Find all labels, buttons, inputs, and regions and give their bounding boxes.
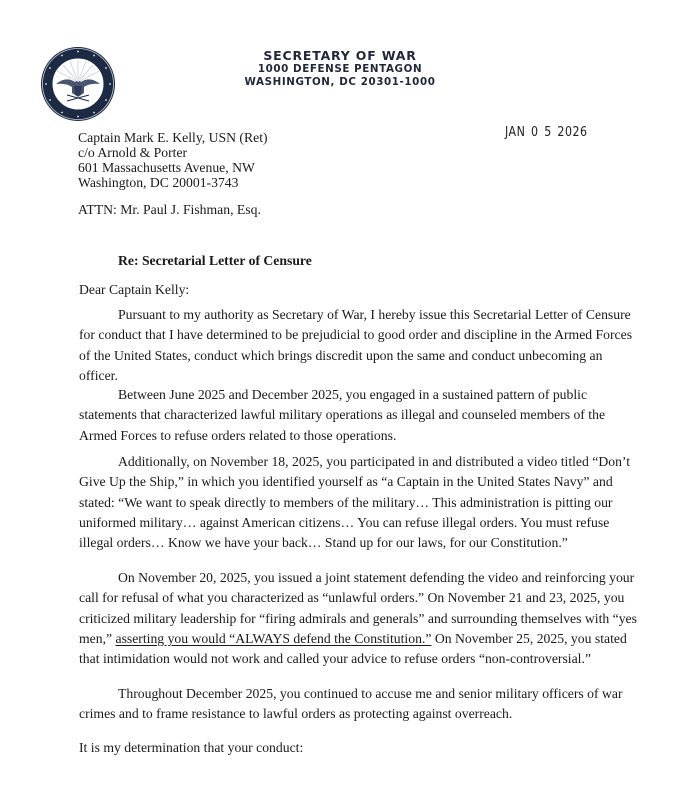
paragraph-pattern — [79, 385, 639, 446]
paragraph-authority — [79, 305, 639, 386]
date-stamp: JAN 0 5 2026 — [505, 124, 588, 140]
recipient-address — [78, 130, 268, 190]
letterhead — [180, 48, 500, 89]
paragraph-joint-statement — [79, 568, 639, 669]
paragraph-text: Between June 2025 and December 2025, you engaged in a sustained pattern of public statements that characterized lawful military operations as illegal and counseled members of the Armed Forces to refuse orders related to those operations. — [79, 387, 606, 443]
recipient-care-of: c/o Arnold & Porter — [78, 145, 188, 160]
paragraph-video — [79, 452, 639, 553]
department-seal-icon — [40, 46, 116, 122]
salutation: Dear Captain Kelly: — [79, 282, 190, 297]
letterhead-address-line2: WASHINGTON, DC 20301-1000 — [244, 76, 436, 88]
underlined-quote: asserting you would “ALWAYS defend the Constitution.” — [115, 630, 432, 646]
paragraph-text: Throughout December 2025, you continued to accuse me and senior military officers of war crimes and to frame resistance to lawful orders as protecting against overreach. — [79, 686, 623, 722]
letterhead-title: SECRETARY OF WAR — [263, 48, 417, 63]
paragraph-text: On November 20, 2025, you issued a joint statement defending the video and reinforcing your call for refusal of what you characterized as “unlawful orders.” On November 21 and 23, 2025, you criticized military leadership for “firing admirals and generals” and surrounding themselves with “yes men,” — [79, 570, 637, 646]
letterhead-address-line1: 1000 DEFENSE PENTAGON — [257, 63, 423, 75]
paragraph-december — [79, 684, 639, 725]
recipient-name: Captain Mark E. Kelly, USN (Ret) — [78, 130, 268, 145]
paragraph-text: On November 25, 2025, you stated that intimidation would not work and called your advice to refuse orders “non-controversial.” — [79, 630, 627, 667]
recipient-street: 601 Massachusetts Avenue, NW — [78, 160, 255, 175]
attention-line: ATTN: Mr. Paul J. Fishman, Esq. — [78, 202, 261, 217]
paragraph-text: Pursuant to my authority as Secretary of War, I hereby issue this Secretarial Letter of Censure for conduct that I have determined to be prejudicial to good order and discipline in the Armed Forces of the United States, conduct which brings discredit upon the same and conduct unbecoming an officer. — [79, 307, 633, 383]
paragraph-text: Additionally, on November 18, 2025, you participated in and distributed a video titled “Don’t Give Up the Ship,” in which you identified yourself as “a Captain in the United States Navy” and stated: “We want to speak directly to members of the military… This administration is pitting our uniformed military… against American citizens… You can refuse illegal orders. You must refuse illegal orders… Know we have your back… Stand up for our laws, for our Constitution.” — [79, 454, 631, 551]
determination-line: It is my determination that your conduct: — [79, 740, 304, 755]
recipient-city: Washington, DC 20001-3743 — [78, 175, 239, 190]
subject-line: Re: Secretarial Letter of Censure — [118, 253, 312, 268]
